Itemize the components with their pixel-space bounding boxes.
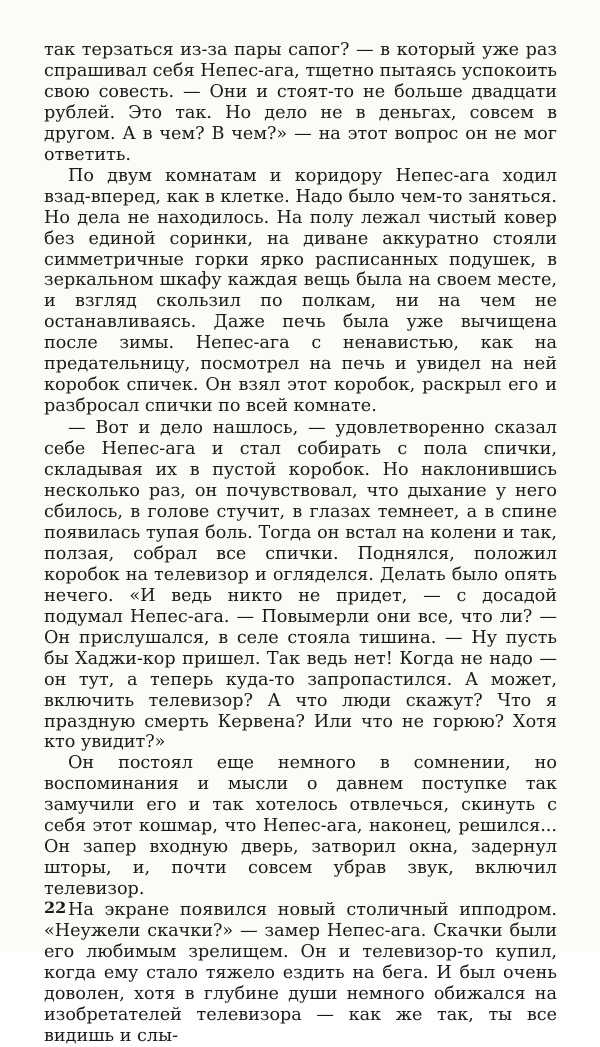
page-text bbox=[44, 40, 557, 1047]
paragraph-3: — Вот и дело нашлось, — удовлетворенно сказал себе Непес-ага и стал собирать с пола спички, складывая их в пустой коробок. Но наклонившись несколько раз, он почувствовал, что дыхание у него сбилось, в голове стучит, в глазах темнеет, а в спине появилась тупая боль. Тогда он встал на колени и так, ползая, собрал все спички. Поднялся, положил коробок на телевизор и огляделся. Делать было опять нечего. «И ведь никто не придет, — с досадой подумал Непес-ага. — Повымерли они все, что ли? — Он прислушался, в селе стояла тишина. — Ну пусть бы Хаджи-кор пришел. Так ведь нет! Когда не надо — он тут, а теперь куда-то запропастился. А может, включить телевизор? А что люди скажут? Что я праздную смерть Кервена? Или что не горюю? Хотя кто увидит?» bbox=[44, 418, 557, 753]
paragraph-2: По двум комнатам и коридору Непес-ага ходил взад-вперед, как в клетке. Надо было чем-то заняться. Но дела не находилось. На полу лежал чистый ковер без единой соринки, на диване аккуратно стояли симметричные горки ярко расписанных подушек, в зеркальном шкафу каждая вещь была на своем месте, и взгляд скользил по полкам, ни на чем не останавливаясь. Даже печь была уже вычищена после зимы. Непес-ага с ненавистью, как на предательницу, посмотрел на печь и увидел на ней коробок спичек. Он взял этот коробок, раскрыл его и разбросал спички по всей комнате. bbox=[44, 165, 557, 417]
paragraph-5: На экране появился новый столичный ипподром. «Неужели скачки?» — замер Непес-ага. Скачки были его любимым зрелищем. Он и телевизор-то купил, когда ему стало тяжело ездить на бега. И был очень доволен, хотя в глубине души немного обижался на изобретателей телевизора — как же так, ты все видишь и слы- bbox=[44, 900, 557, 1046]
paragraph-1: так терзаться из-за пары сапог? — в который уже раз спрашивал себя Непес-ага, тщетно пытаясь успокоить свою совесть. — Они и стоят-то не больше двадцати рублей. Это так. Но дело не в деньгах, совсем в другом. А в чем? В чем?» — на этот вопрос он не мог ответить. bbox=[44, 40, 557, 165]
paragraph-4: Он постоял еще немного в сомнении, но воспоминания и мысли о давнем поступке так замучили его и так хотелось отвлечься, скинуть с себя этот кошмар, что Непес-ага, наконец, решился... Он запер входную дверь, затворил окна, задернул шторы, и, почти совсем убрав звук, включил телевизор. bbox=[44, 753, 557, 900]
page-number: 22 bbox=[44, 898, 67, 917]
